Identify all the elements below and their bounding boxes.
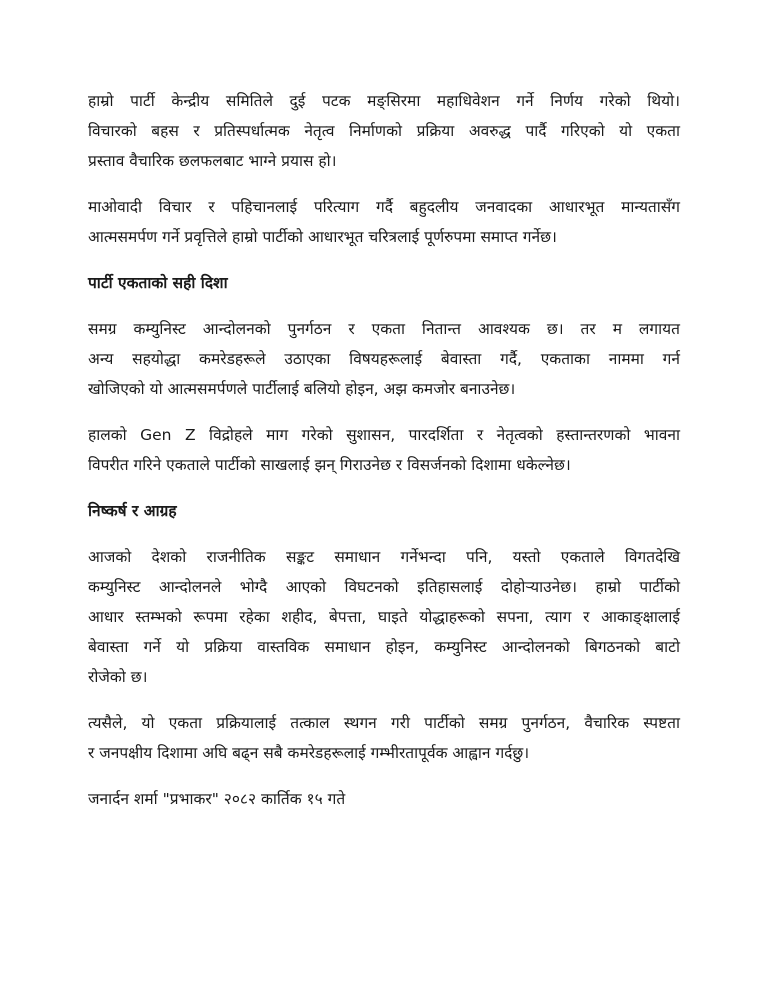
paragraph-line: र जनपक्षीय दिशामा अघि बढ्न सबै कमरेडहरूलाई गम्भीरतापूर्वक आह्वान गर्दछु। [88, 744, 530, 762]
paragraph-6 [88, 708, 680, 768]
section-heading-conclusion: निष्कर्ष र आग्रह [88, 502, 177, 520]
paragraph-line: विपरीत गरिने एकताले पार्टीको साखलाई झन् गिराउनेछ र विसर्जनको दिशामा धकेल्नेछ। [88, 456, 571, 474]
paragraph-line: समग्र कम्युनिस्ट आन्दोलनको पुनर्गठन र एकता नितान्त आवश्यक छ। तर म लगायत [88, 320, 680, 338]
paragraph-line: अन्य सहयोद्धा कमरेडहरूले उठाएका विषयहरूलाई बेवास्ता गर्दै, एकताका नाममा गर्न [88, 350, 680, 368]
paragraph-line: आत्मसमर्पण गर्ने प्रवृत्तिले हाम्रो पार्टीको आधारभूत चरित्रलाई पूर्णरुपमा समाप्त गर्नेछ। [88, 228, 557, 246]
paragraph-line: खोजिएको यो आत्मसमर्पणले पार्टीलाई बलियो होइन, अझ कमजोर बनाउनेछ। [88, 380, 516, 398]
paragraph-line: हाम्रो पार्टी केन्द्रीय समितिले दुई पटक मङ्सिरमा महाधिवेशन गर्ने निर्णय गरेको थियो। [88, 92, 680, 110]
paragraph-line: आधार स्तम्भको रूपमा रहेका शहीद, बेपत्ता, घाइते योद्धाहरूको सपना, त्याग र आकाङ्क्षालाई [88, 608, 680, 626]
paragraph-1 [88, 86, 680, 176]
signature-line: जनार्दन शर्मा "प्रभाकर" २०८२ कार्तिक १५ गते [88, 790, 346, 808]
paragraph-line: हालको Gen Z विद्रोहले माग गरेको सुशासन, पारदर्शिता र नेतृत्वको हस्तान्तरणको भावना [88, 426, 680, 444]
paragraph-line: बेवास्ता गर्ने यो प्रक्रिया वास्तविक समाधान होइन, कम्युनिस्ट आन्दोलनको बिगठनको बाटो [88, 638, 680, 656]
section-heading-party-unity: पार्टी एकताको सही दिशा [88, 274, 228, 292]
paragraph-line: प्रस्ताव वैचारिक छलफलबाट भाग्ने प्रयास हो। [88, 152, 337, 170]
paragraph-3 [88, 314, 680, 404]
paragraph-2 [88, 192, 680, 252]
paragraph-4 [88, 420, 680, 480]
paragraph-line: रोजेको छ। [88, 668, 148, 686]
paragraph-line: त्यसैले, यो एकता प्रक्रियालाई तत्काल स्थगन गरी पार्टीको समग्र पुनर्गठन, वैचारिक स्पष्टता [88, 714, 680, 732]
paragraph-5 [88, 542, 680, 692]
paragraph-line: माओवादी विचार र पहिचानलाई परित्याग गर्दै बहुदलीय जनवादका आधारभूत मान्यतासँग [88, 198, 680, 216]
paragraph-line: विचारको बहस र प्रतिस्पर्धात्मक नेतृत्व निर्माणको प्रक्रिया अवरुद्ध पार्दै गरिएको यो एकता [88, 122, 680, 140]
paragraph-line: कम्युनिस्ट आन्दोलनले भोग्दै आएको विघटनको इतिहासलाई दोहोऱ्याउनेछ। हाम्रो पार्टीको [88, 578, 680, 596]
paragraph-line: आजको देशको राजनीतिक सङ्कट समाधान गर्नेभन्दा पनि, यस्तो एकताले विगतदेखि [88, 548, 680, 566]
document-body [88, 86, 680, 814]
